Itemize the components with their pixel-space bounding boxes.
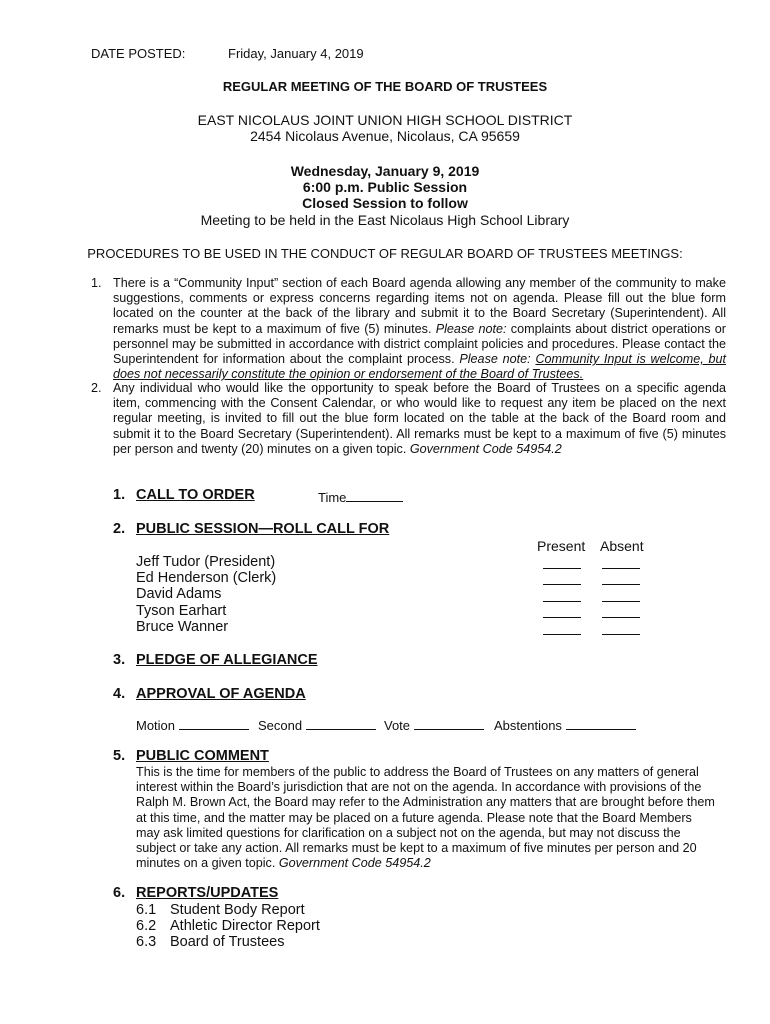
meeting-date: Wednesday, January 9, 2019: [290, 163, 480, 179]
vote-field: [384, 717, 484, 733]
reports-heading: REPORTS/UPDATES: [136, 885, 279, 901]
board-member: Ed Henderson (Clerk): [136, 570, 277, 586]
present-blank: [543, 584, 581, 585]
procedure-number: 2.: [91, 381, 102, 395]
second-field: [258, 717, 376, 733]
procedure-disclaimer: Community Input is welcome, but does not necessarily constitute the opinion or endorsement of the Board of Trustees.: [113, 352, 727, 382]
absent-blank: [602, 568, 640, 569]
absent-blank: [602, 617, 640, 618]
date-posted-label: DATE POSTED:: [91, 46, 186, 61]
date-posted-value: Friday, January 4, 2019: [228, 46, 364, 61]
time-blank: [346, 489, 403, 502]
report-item-number: 6.3: [136, 934, 157, 950]
absent-blank: [602, 584, 640, 585]
public-comment-text: [136, 765, 719, 871]
report-item-board-of-trustees: Board of Trustees: [170, 934, 285, 950]
report-item-student-body: Student Body Report: [170, 902, 305, 918]
vote-blank: [414, 717, 484, 730]
vote-label: Vote: [384, 718, 411, 733]
present-column-label: Present: [537, 538, 586, 554]
time-field: [318, 489, 403, 505]
abstentions-field: [494, 717, 636, 733]
report-item-number: 6.1: [136, 902, 157, 918]
agenda-number: 4.: [113, 686, 126, 702]
procedure-text: Any individual who would like the opportunity to speak before the Board of Trustees on a specific agenda item, commencing with the Consent Calendar, or who would like to request any item be placed on the next regular meeting, is invited to fill out the blue form located on the table at the back of the Board room and submit it to the Board Secretary (Superintendent). All remarks must be kept to a maximum of five (5) minutes per person and twenty (20) minutes on a given topic.: [113, 381, 726, 456]
motion-label: Motion: [136, 718, 176, 733]
motion-field: [136, 717, 249, 733]
board-member: Tyson Earhart: [136, 603, 227, 619]
agenda-number: 5.: [113, 748, 126, 764]
government-code-ref: Government Code 54954.2: [409, 441, 562, 456]
board-member: Bruce Wanner: [136, 619, 229, 635]
procedure-text: complaints about district operations or personnel may be submitted in accordance with district complaint policies and procedures. Please contact the Superintendent for information about the complaint process.: [113, 321, 726, 367]
approval-heading: APPROVAL OF AGENDA: [136, 686, 306, 702]
procedure-text: There is a “Community Input” section of each Board agenda allowing any member of the community to make suggestions, comments or express concerns regarding items not on agenda. Please fill out the blue form located on the counter at the back of the library and submit it to the Board Secretary (Superintendent). All remarks must be kept to a maximum of five (5) minutes.: [113, 276, 726, 336]
present-blank: [543, 568, 581, 569]
roll-call-heading: PUBLIC SESSION—ROLL CALL FOR: [136, 521, 390, 537]
meeting-location: Meeting to be held in the East Nicolaus High School Library: [200, 212, 570, 228]
time-label: Time: [318, 490, 347, 505]
present-blank: [543, 634, 581, 635]
agenda-number: 1.: [113, 487, 126, 503]
present-blank: [543, 617, 581, 618]
procedure-number: 1.: [91, 276, 102, 290]
absent-blank: [602, 601, 640, 602]
abstentions-blank: [566, 717, 636, 730]
procedures-heading: PROCEDURES TO BE USED IN THE CONDUCT OF REGULAR BOARD OF TRUSTEES MEETINGS:: [87, 246, 683, 261]
procedure-item-1: [113, 276, 726, 382]
pledge-heading: PLEDGE OF ALLEGIANCE: [136, 652, 318, 668]
second-label: Second: [258, 718, 303, 733]
public-comment-heading: PUBLIC COMMENT: [136, 748, 269, 764]
call-to-order-heading: CALL TO ORDER: [136, 487, 255, 503]
meeting-title: REGULAR MEETING OF THE BOARD OF TRUSTEES: [222, 79, 548, 94]
procedure-item-2: [113, 381, 726, 457]
motion-blank: [179, 717, 249, 730]
abstentions-label: Abstentions: [494, 718, 562, 733]
procedure-note-label: Please note:: [435, 321, 507, 336]
public-session-time: 6:00 p.m. Public Session: [302, 179, 468, 195]
closed-session-note: Closed Session to follow: [302, 195, 468, 211]
district-address: 2454 Nicolaus Avenue, Nicolaus, CA 95659: [250, 128, 520, 144]
government-code-ref: Government Code 54954.2: [278, 856, 431, 871]
agenda-number: 2.: [113, 521, 126, 537]
present-blank: [543, 601, 581, 602]
agenda-number: 6.: [113, 885, 126, 901]
absent-blank: [602, 634, 640, 635]
procedure-note-label: Please note:: [459, 352, 536, 367]
second-blank: [306, 717, 376, 730]
report-item-athletic-director: Athletic Director Report: [170, 918, 320, 934]
board-member: Jeff Tudor (President): [136, 554, 276, 570]
report-item-number: 6.2: [136, 918, 157, 934]
district-name: EAST NICOLAUS JOINT UNION HIGH SCHOOL DISTRICT: [197, 112, 573, 128]
agenda-number: 3.: [113, 652, 126, 668]
public-comment-body: This is the time for members of the public to address the Board of Trustees on any matters of general interest within the Board’s jurisdiction that are not on the agenda. In accordance with provisions of the Ralph M. Brown Act, the Board may refer to the Administration any matters that are brought before them at this time, and the matter may be placed on a future agenda. Please note that the Board Members may ask limited questions for clarification on a subject not on the agenda, but may not discuss the subject or take any action. All remarks must be kept to a maximum of five minutes per person and 20 minutes on a given topic.: [136, 765, 715, 871]
board-member: David Adams: [136, 586, 222, 602]
absent-column-label: Absent: [600, 538, 644, 554]
